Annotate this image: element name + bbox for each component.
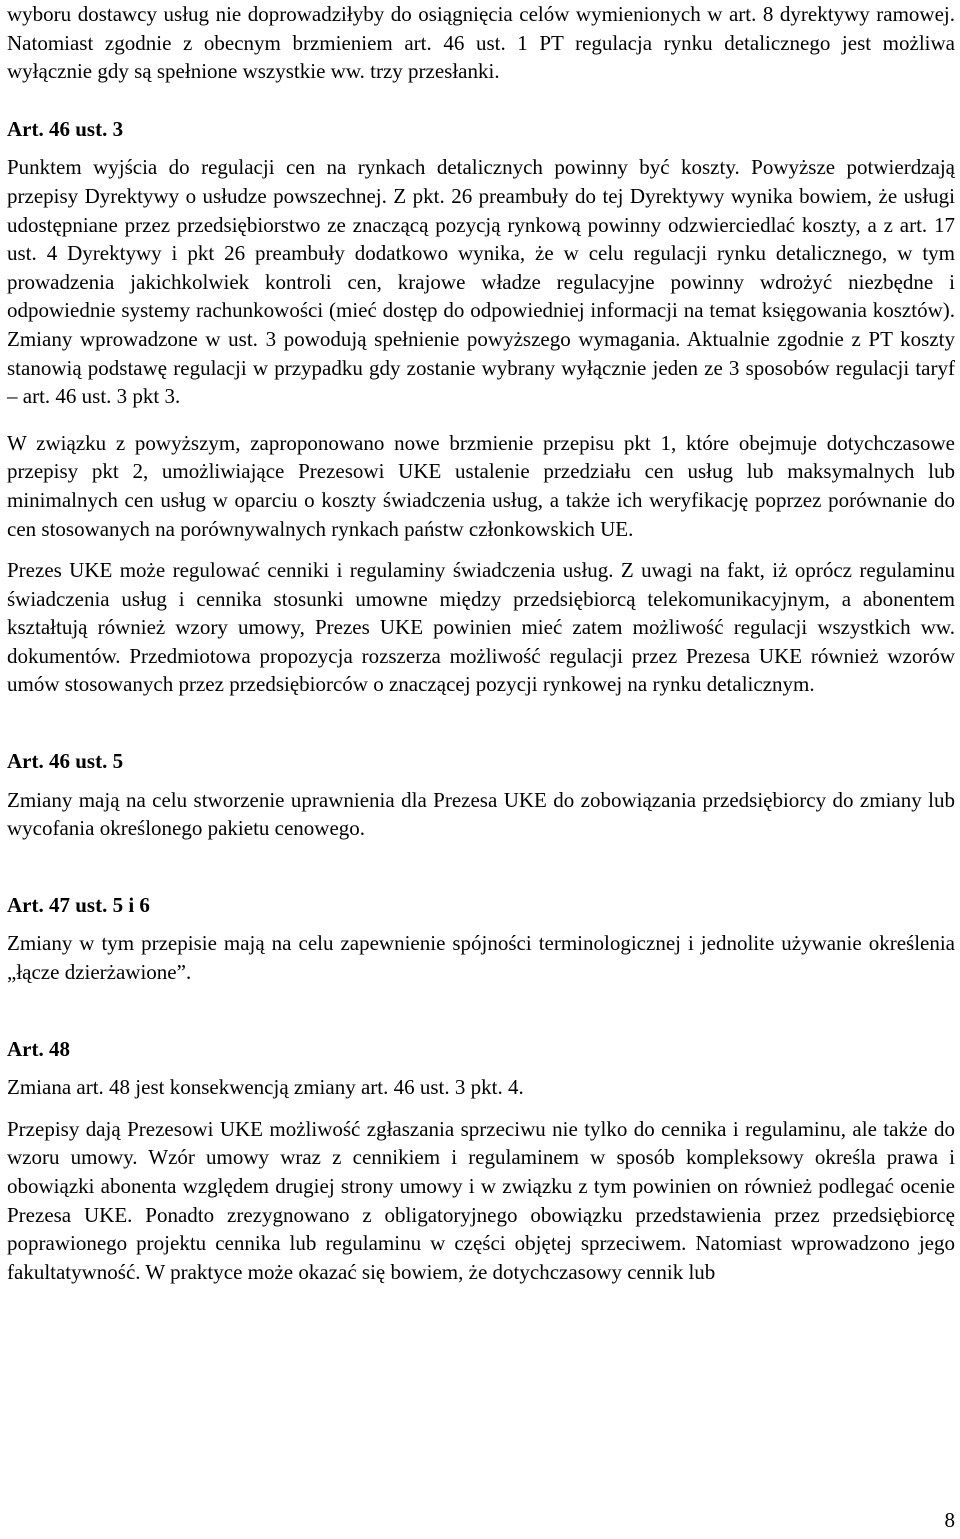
paragraph: Zmiany w tym przepisie mają na celu zapewnienie spójności terminologicznej i jednolite używanie określenia „łącze dzierżawione”. [7,931,955,985]
section-heading-art-46-3: Art. 46 ust. 3 [7,116,124,141]
page-number: 8 [944,1508,955,1532]
paragraph: Punktem wyjścia do regulacji cen na rynkach detalicznych powinny być koszty. Powyższe potwierdzają przepisy Dyrektywy o usłudze powszechnej. Z pkt. 26 preambuły do tej Dyrektywy wynika bowiem, że usługi udostępniane przez przedsiębiorstwo ze znaczącą pozycją rynkową powinny odzwierciedlać koszty, a z art. 17 ust. 4 Dyrektywy i pkt 26 preambuły dodatkowo wynika, że w celu regulacji rynku detalicznego, w tym prowadzenia jakichkolwiek kontroli cen, krajowe władze regulacyjne powinny wdrożyć niezbędne i odpowiednie systemy rachunkowości (mieć dostęp do odpowiedniej informacji na temat księgowania kosztów). Zmiany wprowadzone w ust. 3 powodują spełnienie powyższego wymagania. Aktualnie zgodnie z PT koszty stanowią podstawę regulacji w przypadku gdy zostanie wybrany wyłącznie jeden ze 3 sposobów regulacji taryf – art. 46 ust. 3 pkt 3. [7,155,955,409]
intro-paragraph: wyboru dostawcy usług nie doprowadziłyby do osiągnięcia celów wymienionych w art. 8 dyrektywy ramowej. Natomiast zgodnie z obecnym brzmieniem art. 46 ust. 1 PT regulacja rynku detalicznego jest możliwa wyłącznie gdy są spełnione wszystkie ww. trzy przesłanki. [7,2,955,84]
paragraph: Prezes UKE może regulować cenniki i regulaminy świadczenia usług. Z uwagi na fakt, iż oprócz regulaminu świadczenia usług i cennika stosunki umowne między przedsiębiorcą telekomunikacyjnym, a abonentem kształtują również wzory umowy, Prezes UKE powinien mieć zatem możliwość regulacji wszystkich ww. dokumentów. Przedmiotowa propozycja rozszerza możliwość regulacji przez Prezesa UKE również wzorów umów stosowanych przez przedsiębiorców o znaczącej pozycji rynkowej na rynku detalicznym. [7,558,955,697]
paragraph: Przepisy dają Prezesowi UKE możliwość zgłaszania sprzeciwu nie tylko do cennika i regulaminu, ale także do wzoru umowy. Wzór umowy wraz z cennikiem i regulaminem w sposób kompleksowy określa prawa i obowiązki abonenta względem drugiej strony umowy i w związku z tym powinien on również podlegać ocenie Prezesa UKE. Ponadto zrezygnowano z obligatoryjnego obowiązku przedstawienia przez przedsiębiorcę poprawionego projektu cennika lub regulaminu w części objętej sprzeciwem. Natomiast wprowadzono jego fakultatywność. W praktyce może okazać się bowiem, że dotychczasowy cennik lub [7,1116,955,1284]
paragraph: Zmiana art. 48 jest konsekwencją zmiany art. 46 ust. 3 pkt. 4. [7,1075,524,1100]
section-heading-art-46-5: Art. 46 ust. 5 [7,749,124,774]
paragraph: Zmiany mają na celu stworzenie uprawnienia dla Prezesa UKE do zobowiązania przedsiębiorcy do zmiany lub wycofania określonego pakietu cenowego. [7,787,955,841]
document-page [7,0,955,1286]
paragraph: W związku z powyższym, zaproponowano nowe brzmienie przepisu pkt 1, które obejmuje dotychczasowe przepisy pkt 2, umożliwiające Prezesowi UKE ustalenie przedziału cen usług lub maksymalnych lub minimalnych cen usług w oparciu o koszty świadczenia usług, a także ich weryfikację poprzez porównanie do cen stosowanych na porównywalnych rynkach państw członkowskich UE. [7,430,955,541]
section-heading-art-47-5-6: Art. 47 ust. 5 i 6 [7,892,150,917]
section-heading-art-48: Art. 48 [7,1036,70,1061]
